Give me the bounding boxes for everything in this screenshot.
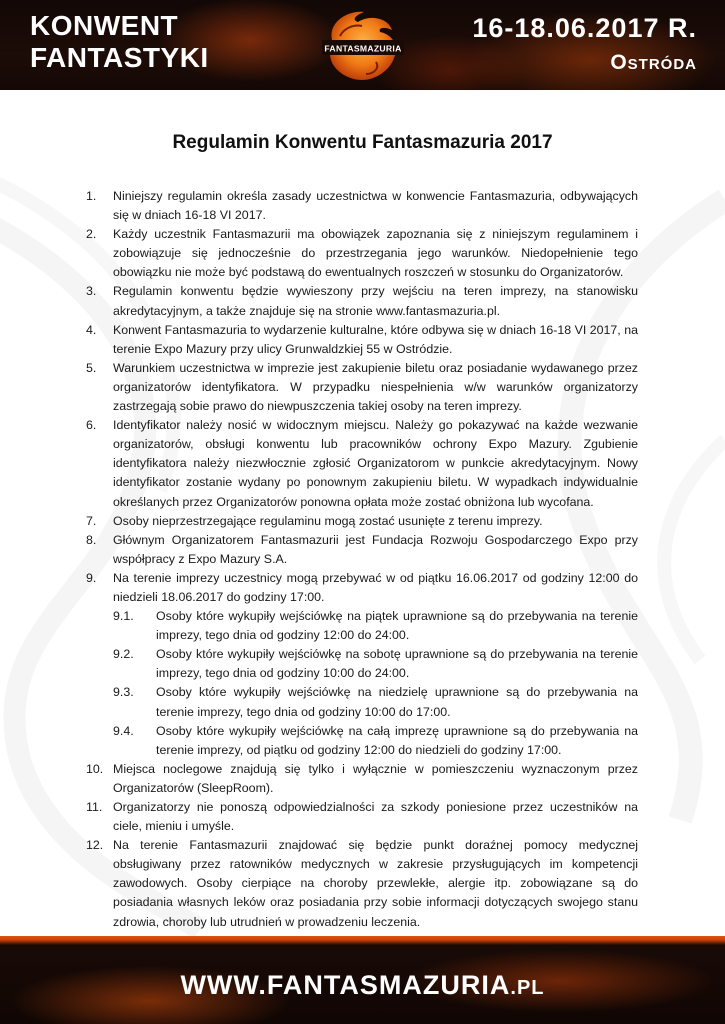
item-text: Niniejszy regulamin określa zasady uczestnictwa w konwencie Fantasmazuria, odbywających się w dniach 16-18 VI 2017. [113, 189, 638, 223]
website-url-suffix: .PL [510, 977, 545, 999]
event-name-line1: KONWENT [30, 10, 179, 41]
item-text: Miejsca noclegowe znajdują się tylko i wyłącznie w pomieszczeniu wyznaczonym przez Organizatorów (SleepRoom). [113, 761, 638, 795]
item-text: Każdy uczestnik Fantasmazurii ma obowiązek zapoznania się z niniejszym regulaminem i zobowiązuje się jednocześnie do przestrzegania jego warunków. Niedopełnienie tego obowiązku nie może być podstawą do ewentualnych roszczeń w stosunku do Organizatorów. [113, 227, 638, 280]
header-banner [0, 0, 725, 90]
item-text: Identyfikator należy nosić w widocznym miejscu. Należy go pokazywać na każde wezwanie organizatorów, obsługi konwentu lub pracowników ochrony Expo Mazury. Zgubienie identyfikatora należy niezwłocznie zgłosić Organizatorom w punkcie akredytacyjnym. Nowy identyfikator zostanie wydany po ponownym zakupieniu biletu. W wypadkach indywidualnie określanych przez Organizatorów ponowna opłata może zostać obniżona lub wycofana. [113, 418, 638, 509]
item-text: Głównym Organizatorem Fantasmazurii jest Fundacja Rozwoju Gospodarczego Expo przy współpracy z Expo Mazury S.A. [113, 532, 638, 566]
list-item [86, 836, 638, 931]
item-number: 2. [86, 227, 97, 242]
item-text: Konwent Fantasmazuria to wydarzenie kulturalne, które odbywa się w dniach 16-18 VI 2017, na terenie Expo Mazury przy ulicy Grunwaldzkiej 55 w Ostródzie. [113, 322, 638, 356]
event-city: Ostróda [610, 51, 697, 74]
sub-item-text: Osoby które wykupiły wejściówkę na niedzielę uprawnione są do przebywania na terenie imprezy, tego dnia od godziny 10:00 do 17:00. [156, 685, 638, 719]
dragon-logo-icon [318, 6, 408, 84]
item-number: 9. [86, 570, 97, 585]
item-text: Organizatorzy nie ponoszą odpowiedzialności za szkody poniesione przez uczestników na ciele, mieniu i umyśle. [113, 800, 638, 834]
regulations-list [86, 187, 638, 932]
list-item [86, 225, 638, 282]
item-text: Warunkiem uczestnictwa w imprezie jest zakupienie biletu oraz posiadanie wydawanego przez organizatorów identyfikatora. W przypadku niespełnienia w/w warunków organizatorzy zastrzegają sobie prawo do niewpuszczenia takiej osoby na teren imprezy. [113, 360, 638, 414]
event-name-line2: FANTASTYKI [30, 42, 209, 73]
logo-text: FANTASMAZURIA [324, 43, 402, 54]
sub-item-number: 9.1. [113, 609, 134, 624]
sub-list-item [86, 607, 638, 645]
list-item [86, 569, 638, 607]
sub-list-item [86, 645, 638, 683]
document-title: Regulamin Konwentu Fantasmazuria 2017 [172, 132, 553, 153]
list-item [86, 359, 638, 416]
item-text: Na terenie imprezy uczestnicy mogą przebywać w od piątku 16.06.2017 od godziny 12:00 do niedzieli 18.06.2017 do godziny 17:00. [113, 570, 638, 604]
sub-item-number: 9.2. [113, 647, 134, 662]
website-url-main: WWW.FANTASMAZURIA [180, 970, 511, 1000]
sub-list-item [86, 683, 638, 721]
sub-item-text: Osoby które wykupiły wejściówkę na sobotę uprawnione są do przebywania na terenie imprezy, tego dnia od godziny 10:00 do 24:00. [156, 647, 638, 681]
event-info [472, 12, 697, 77]
list-item [86, 798, 638, 836]
event-name [30, 10, 209, 74]
item-text: Na terenie Fantasmazurii znajdować się będzie punkt doraźnej pomocy medycznej obsługiwany przez ratowników medycznych w zakresie przysługujących im kompetencji zawodowych. Osoby cierpiące na choroby przewlekłe, alergie itp. zobowiązane są do posiadania własnych leków oraz posiadania przy sobie informacji dotyczących swojego stanu zdrowia, choroby lub utrudnień w prowadzeniu leczenia. [113, 838, 638, 929]
item-number: 6. [86, 418, 97, 433]
item-number: 1. [86, 189, 97, 203]
list-item [86, 416, 638, 511]
list-item [86, 760, 638, 798]
sub-item-number: 9.4. [113, 723, 134, 738]
list-item [86, 282, 638, 320]
item-number: 7. [86, 513, 97, 528]
item-number: 5. [86, 360, 97, 375]
item-number: 11. [86, 800, 103, 814]
item-text: Osoby nieprzestrzegające regulaminu mogą zostać usunięte z terenu imprezy. [113, 513, 543, 528]
item-number: 3. [86, 284, 97, 299]
item-number: 8. [86, 532, 97, 547]
list-item [86, 531, 638, 569]
list-item [86, 321, 638, 359]
footer-banner [0, 936, 725, 1024]
website-url [0, 970, 725, 1001]
sub-list-item [86, 722, 638, 760]
item-number: 4. [86, 322, 97, 337]
list-item [86, 187, 638, 225]
item-number: 10. [86, 761, 104, 776]
item-text: Regulamin konwentu będzie wywieszony przy wejściu na teren imprezy, na stanowisku akredytacyjnym, a także znajduje się na stronie www.fantasmazuria.pl. [113, 284, 638, 318]
list-item [86, 512, 638, 531]
item-number: 12. [86, 838, 104, 853]
event-dates: 16-18.06.2017 R. [472, 13, 697, 43]
sub-item-number: 9.3. [113, 685, 134, 700]
sub-item-text: Osoby które wykupiły wejściówkę na piątek uprawnione są do przebywania na terenie imprezy, tego dnia od godziny 12:00 do 24:00. [156, 609, 638, 643]
sub-item-text: Osoby które wykupiły wejściówkę na całą imprezę uprawnione są do przebywania na terenie imprezy, od piątku od godziny 12:00 do niedzieli do godziny 17:00. [156, 723, 638, 757]
fantasmazuria-logo [318, 6, 408, 84]
